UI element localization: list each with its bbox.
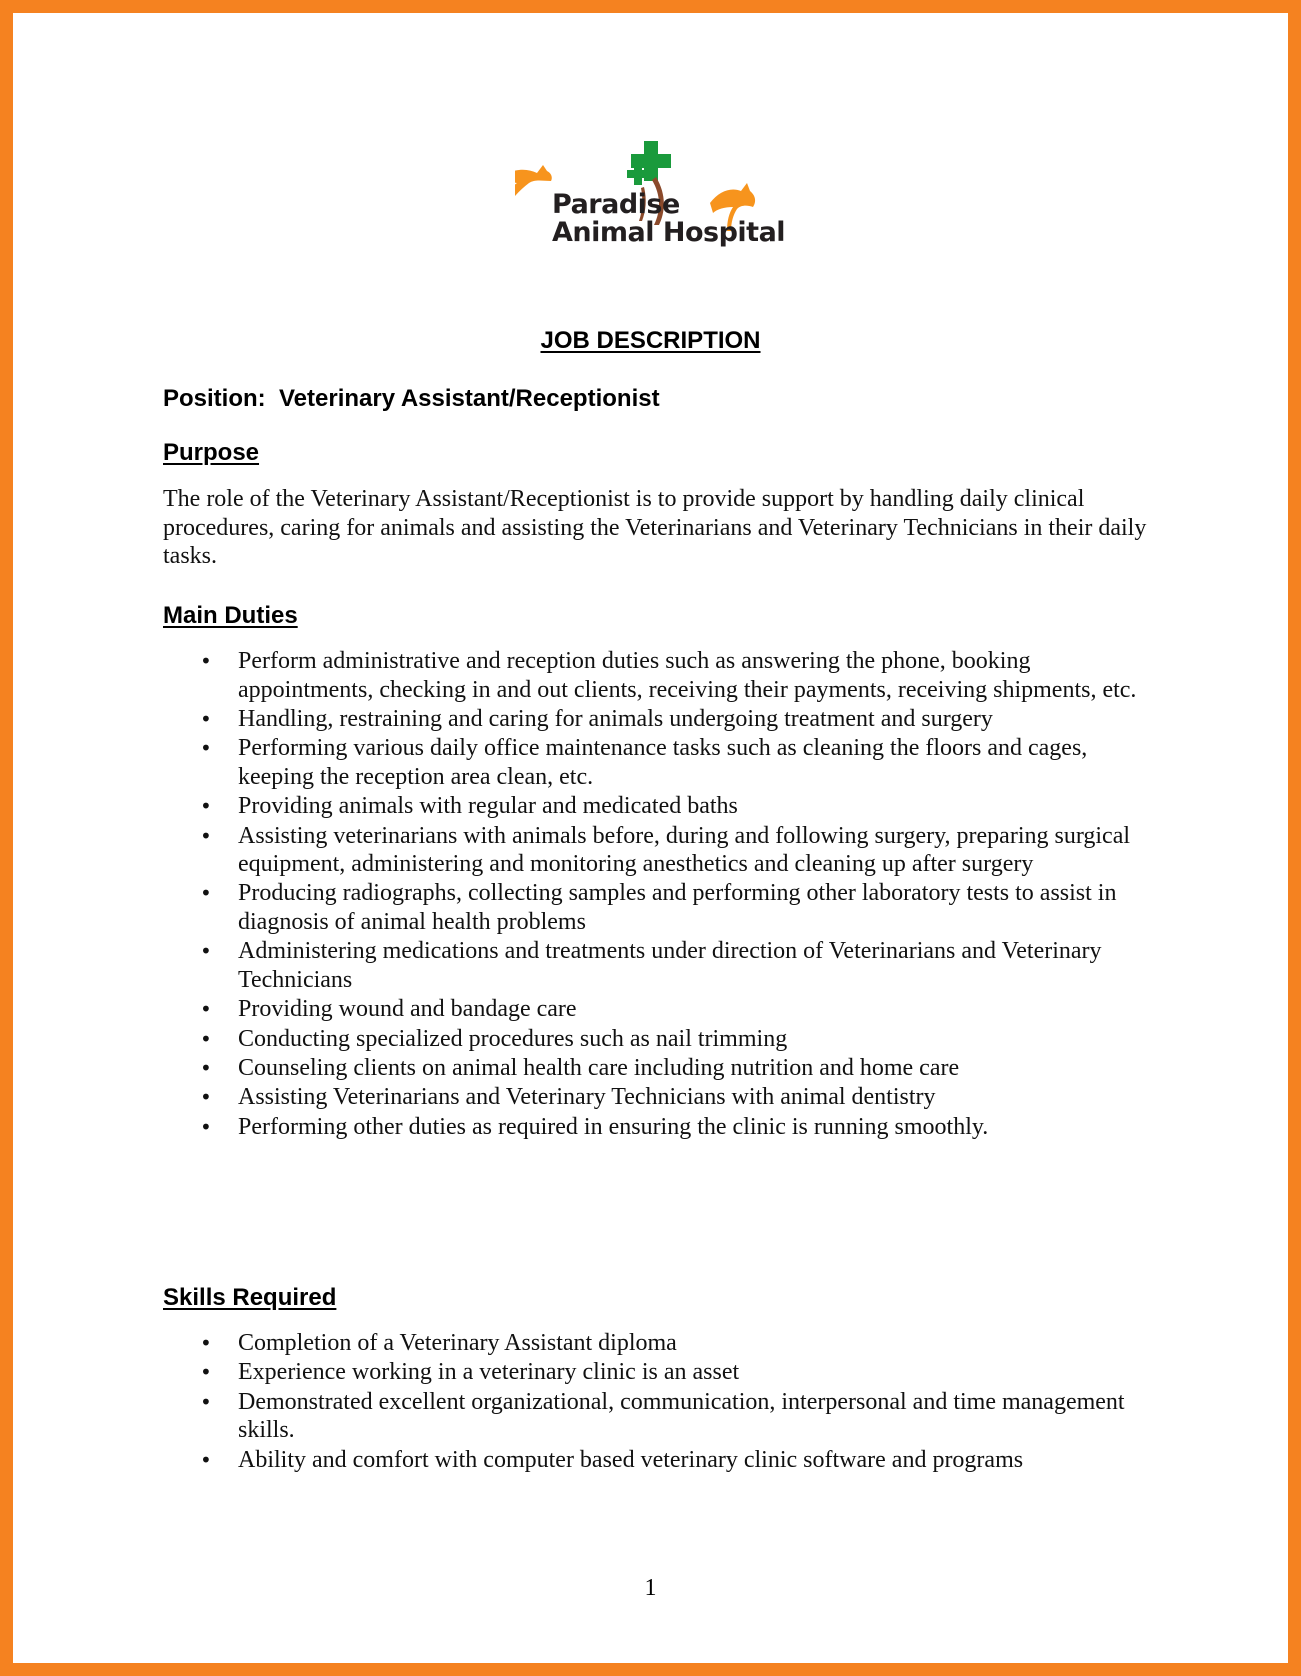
list-item: • Experience working in a veterinary clinic is an asset: [163, 1358, 1153, 1387]
list-item: • Counseling clients on animal health care including nutrition and home care: [163, 1054, 1153, 1083]
logo-name-line1: Paradise: [552, 189, 680, 220]
document-page: [13, 13, 1288, 1663]
skills-list: [163, 1329, 1153, 1475]
page-title: JOB DESCRIPTION: [540, 327, 761, 354]
list-item: • Assisting Veterinarians and Veterinary Technicians with animal dentistry: [163, 1083, 1153, 1112]
list-item: • Performing various daily office maintenance tasks such as cleaning the floors and cages, keeping the reception area clean, etc.: [163, 734, 1153, 791]
purpose-heading: Purpose: [163, 439, 260, 466]
list-item: • Producing radiographs, collecting samples and performing other laboratory tests to assist in diagnosis of animal health problems: [163, 879, 1153, 936]
position-line: Position: Veterinary Assistant/Receptionist: [163, 385, 660, 412]
hospital-logo: [515, 125, 815, 265]
list-item: • Perform administrative and reception duties such as answering the phone, booking appointments, checking in and out clients, receiving their payments, receiving shipments, etc.: [163, 647, 1153, 704]
page-number: 1: [644, 1575, 657, 1601]
list-item: • Completion of a Veterinary Assistant diploma: [163, 1329, 1153, 1358]
skills-heading: Skills Required: [163, 1284, 337, 1311]
list-item: • Administering medications and treatments under direction of Veterinarians and Veterinary Technicians: [163, 937, 1153, 994]
logo-name-line2: Animal Hospital: [552, 217, 786, 248]
main-duties-heading: Main Duties: [163, 602, 298, 629]
list-item: • Providing animals with regular and medicated baths: [163, 792, 1153, 821]
list-item: • Handling, restraining and caring for animals undergoing treatment and surgery: [163, 705, 1153, 734]
list-item: • Performing other duties as required in ensuring the clinic is running smoothly.: [163, 1113, 1153, 1142]
list-item: • Demonstrated excellent organizational, communication, interpersonal and time management skills.: [163, 1388, 1153, 1445]
list-item: • Assisting veterinarians with animals before, during and following surgery, preparing surgical equipment, administering and monitoring anesthetics and cleaning up after surgery: [163, 822, 1153, 879]
list-item: • Ability and comfort with computer based veterinary clinic software and programs: [163, 1446, 1153, 1475]
purpose-text: The role of the Veterinary Assistant/Receptionist is to provide support by handling daily clinical procedures, caring for animals and assisting the Veterinarians and Veterinary Technicians in their daily tasks.: [163, 486, 1147, 569]
list-item: • Conducting specialized procedures such as nail trimming: [163, 1025, 1153, 1054]
list-item: • Providing wound and bandage care: [163, 995, 1153, 1024]
main-duties-list: [163, 647, 1153, 1142]
